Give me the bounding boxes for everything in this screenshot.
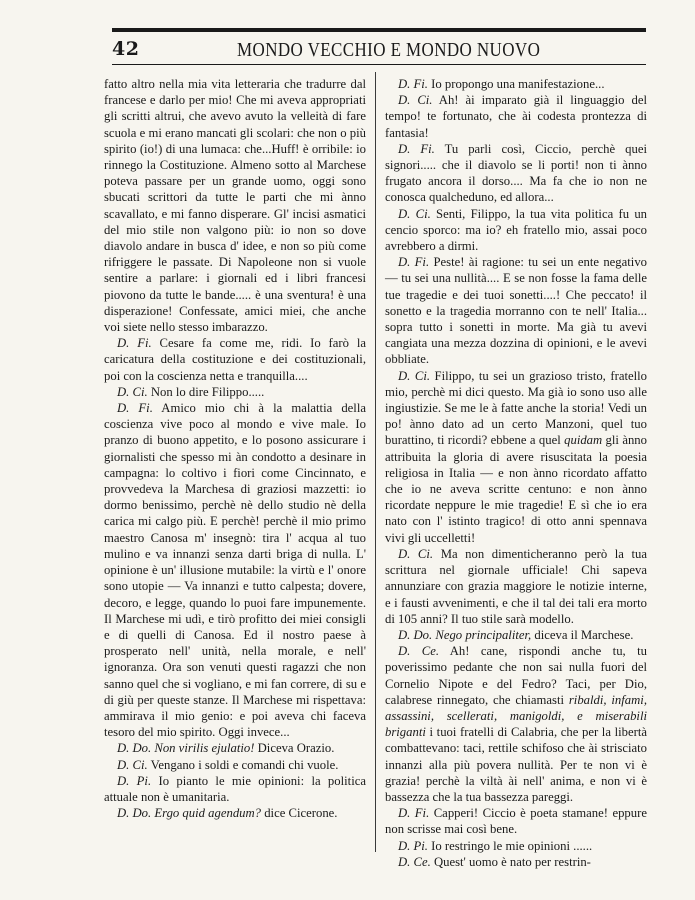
speaker-name: D. Fi. [117, 401, 153, 416]
paragraph-text: Non lo dire Filippo..... [150, 384, 265, 399]
paragraph [385, 805, 647, 837]
paragraph [385, 546, 647, 627]
paragraph-text: Ma non dimenticheranno però la tua scrittura nel giornale ufficiale! Chi sapeva annunziare con grazia maggiore le notizie interne, e i fausti avvenimenti, e che il tal dei tali era morto di 105 anni? Il tuo stile sarà modello. [385, 546, 648, 626]
paragraph [104, 757, 366, 773]
paragraph [385, 854, 647, 870]
paragraph [104, 740, 366, 756]
paragraph-text: Senti, Filippo, la tua vita politica fu un cencio sporco: ma io? eh fratello mio, assai poco avrebbero a dirmi. [385, 206, 648, 254]
page-number: 42 [112, 38, 140, 60]
speaker-name: D. Pi. [398, 838, 428, 853]
italic-phrase: Ergo quid agendum? [154, 806, 262, 821]
paragraph-text-tail: Diceva Orazio. [254, 741, 335, 756]
left-column [104, 76, 366, 821]
paragraph [104, 384, 366, 400]
paragraph [104, 76, 366, 335]
speaker-name: D. Fi. [398, 255, 430, 270]
paragraph [385, 838, 647, 854]
paragraph-text: Amico mio chi à la malattia della coscienza vive poco al mondo e vive male. Io pranzo di buono appetito, e lo posono assicurare i giornalisti che spesso mi àn condotto a desinare in campagna: lo coltivo i fiori come Cincinnato, e provvedeva la Marchesa di graziosi mazzetti: io dormo benissimo, perchè nè dello studio nè della carica mi calgo più. E perchè! perchè il mio primo maestro Canosa m' insegnò: tira l' acqua al tuo mulino e va innanzi senza darti briga di nulla. L' opinione è un' illusione mutabile: la virtù e l' onore sono utopie — Va innanzi e tutto calpesta; dovere, decoro, e legge, quando lo puoi fare impunemente. Il Marchese mi udì, e tirò profitto dei miei consigli e di quelli di Canosa. Ed il nostro paese à prosperato nell' unità, nella morale, e nell' ignoranza. Ora son venuti questi ragazzi che non sanno quel che si vogliano, e mi fan correre, di su e di giù per queste stanze. Il Marchese mi rispettava: ammirava il mio genio: e poi aveva chi faceva tesoro del mio spirito. Oggi invece... [104, 401, 366, 740]
speaker-name: D. Do. [398, 627, 433, 642]
speaker-name: D. Fi. [398, 806, 430, 821]
speaker-name: D. Fi. [398, 141, 435, 156]
speaker-name: D. Ce. [398, 854, 431, 869]
speaker-name: D. Pi. [117, 773, 152, 788]
paragraph-text: Filippo, tu sei un grazioso tristo, fratello mio, perchè mi dici questo. Ma già io sono uso alle ingiustizie. Se me le à fatte anche la storia! Vedi un po! ànno dato ad un certo Manzoni, quel tuo burattino, ti ricordi? ebbene a quel [385, 368, 648, 448]
running-title: MONDO VECCHIO E MONDO NUOVO [237, 38, 541, 61]
paragraph-text: Ah! ài imparato già il linguaggio del tempo! te fortunato, che ài codesta prontezza di fantasia! [385, 93, 647, 140]
speaker-name: D. Ci. [398, 206, 431, 221]
italic-phrase: quidam [564, 433, 603, 448]
paragraph-text: Io restringo le mie opinioni ...... [431, 838, 593, 853]
page-header [112, 38, 646, 60]
column-divider [375, 72, 376, 852]
italic-phrase: Non virilis ejulatio! [154, 741, 255, 756]
paragraph [104, 773, 366, 805]
speaker-name: D. Ci. [117, 384, 148, 399]
paragraph [104, 335, 366, 384]
paragraph-text: Vengano i soldi e comandi chi vuole. [150, 757, 339, 772]
paragraph [104, 400, 366, 740]
paragraph-text: Io propongo una manifestazione... [431, 77, 605, 91]
paragraph-text: Capperi! Ciccio è poeta stamane! eppure non scrisse mai così bene. [385, 806, 647, 837]
paragraph-text-tail: i tuoi fratelli di Calabria, che per la libertà combattevano: taci, rettile schifoso che ài strisciato innanzi alla più povera nullità. Per te non vi è grazia! perchè la viltà ài nell' anima, e non vi è bassezza che la tua bassezza pareggi. [385, 725, 647, 804]
paragraph-text: Cesare fa come me, ridi. Io farò la caricatura della costituzione e dei costituzionali, poi con la coscienza netta e tranquilla.... [104, 336, 366, 383]
paragraph [385, 141, 647, 206]
paragraph [385, 627, 647, 643]
paragraph-text: Tu parli così, Ciccio, perchè quei signori..... che il diavolo se li porti! non ti ànno frugato ancora il dorso.... Ma fa che io non ne conosca qualcheduno, ed allora... [385, 141, 647, 205]
speaker-name: D. Fi. [117, 336, 152, 351]
header-rule [112, 64, 646, 65]
paragraph-text-tail: gli ànno attribuita la gloria di avere risuscitata la poesia religiosa in Italia — e non ànno ricordato affatto che io ne aveva scritte centuno: e non ànno ricordate neppure le mie tragedie! E sì che io era nato con l' istinto tragico! di otto anni spennava vivi gli uccelletti! [385, 433, 647, 545]
speaker-name: D. Fi. [398, 77, 428, 91]
right-column [385, 76, 647, 870]
paragraph-text: Io pianto le mie opinioni: la politica attuale non è umanitaria. [104, 773, 366, 804]
paragraph-text: fatto altro nella mia vita letteraria che tradurre dal francese e darlo per mio! Che mi aveva appropriati gli scritti altrui, che avevo avuto la velleità di fare scuola e mi erano mancati gli scolari: che non o più spirito (io!) di una lumaca: che...Huff! è orribile: io rinnego la Costituzione. Almeno sotto al Marchese poteva passare per un grande uomo, oggi sono sbucati scrittori da tutte le parti che mi ànno scavallato, e mi fanno disperare. Gl' incisi asmatici del mio stile non valgono più: io non so dove diavolo andare in busca d' idee, e non so più come rifriggere le passate. Di Napoleone non si vuole sentire a parlare: i giornali ed i libri francesi piovono da tutte le bande..... è una sventura! è una disperazione! Confessate, amici miei, che anche voi siete nello stesso imbarazzo. [104, 77, 366, 335]
speaker-name: D. Ci. [398, 546, 434, 561]
paragraph-text: Quest' uomo è nato per restrin- [433, 854, 591, 869]
speaker-name: D. Ce. [398, 644, 440, 659]
paragraph [385, 643, 647, 805]
speaker-name: D. Do. [117, 806, 152, 821]
italic-phrase: ribaldi, infami, assassini, scellerati, manigoldi, e miserabili briganti [385, 692, 648, 740]
italic-phrase: Nego principaliter, [435, 627, 532, 642]
speaker-name: D. Ci. [398, 368, 431, 383]
speaker-name: D. Do. [117, 741, 152, 756]
paragraph-text-tail: dice Cicerone. [261, 806, 338, 821]
paragraph [385, 92, 647, 141]
paragraph-text: Peste! ài ragione: tu sei un ente negativo — tu sei una nullità.... E se non fosse la fama delle tue tragedie e dei tuoi sonetti....! Che peccato! il sonetto e la tragedia morranno con te nell' Italia... sopra tutto i sonetti in morte. Ma già tu avevi cangiata una mezza dozzina di opinioni, e le avevi obbliate. [385, 255, 648, 367]
top-rule [112, 28, 646, 32]
paragraph [385, 254, 647, 367]
speaker-name: D. Ci. [117, 757, 148, 772]
paragraph [385, 76, 647, 92]
paragraph-text-tail: diceva il Marchese. [531, 627, 634, 642]
paragraph [104, 805, 366, 821]
paragraph-text: Ah! cane, rispondi anche tu, tu poverissimo pedante che non sai nulla fuori del Cornelio Nipote e del Fedro? Taci, per Dio, calabrese rinnegato, che chiamasti [385, 644, 647, 707]
paragraph [385, 206, 647, 255]
speaker-name: D. Ci. [398, 93, 433, 108]
paragraph [385, 368, 647, 546]
